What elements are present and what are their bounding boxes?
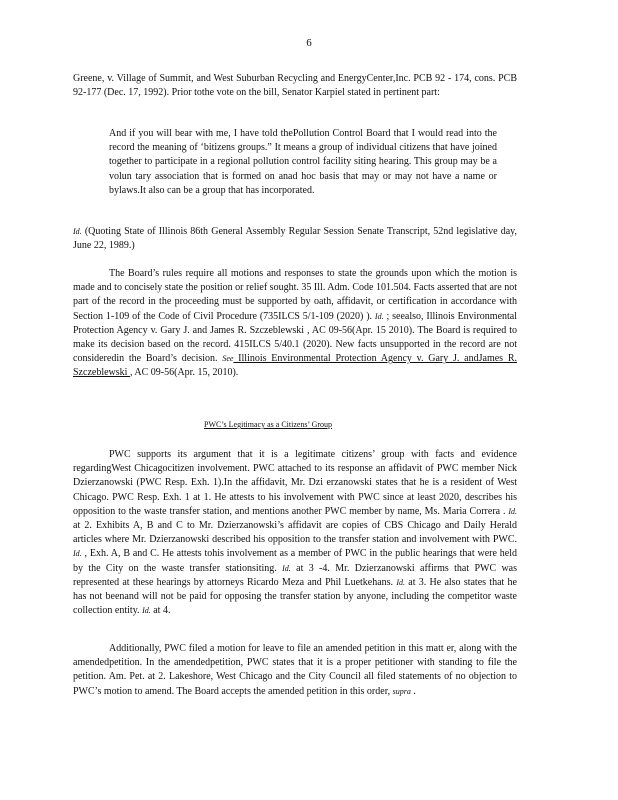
see-signal: See — [222, 354, 234, 364]
id-cite: Id. — [282, 563, 291, 573]
id-cite: Id. — [73, 549, 82, 559]
supra-signal: supra — [392, 686, 411, 696]
citation-paragraph: Id. (Quoting State of Illinois 86th General Assembly Regular Session Senate Transcript, 52nd legislative day, June 22, 1989.) — [73, 226, 517, 252]
amended-petition-paragraph: Additionally, PWC filed a motion for leave to file an amended petition in this matt er, along with the amendedpetition. In the amendedpetition, PWC states that it is a proper petitioner with standing to file the petition. Am. Pet. at 2. Lakeshore, West Chicago and the City Council all filed statements of no objection to PWC’s motion to amend. The Board accepts the amended petition in this order, supra . — [73, 643, 517, 697]
page-number: 6 — [306, 37, 312, 49]
id-cite: Id. — [508, 506, 517, 516]
section-heading: PWC’s Legitimacy as a Citizens’ Group — [204, 420, 333, 429]
block-quote: And if you will bear with me, I have told thePollution Control Board that I would read into the record the meaning of ‘bitizens groups.” It means a group of individual citizens that have joined together to participate in a regional pollution control facility siting hearing. This group may be a volun tary association that is formed on anad hoc basis that may or may not have a name or bylaws.It also can be a group that has incorporated. — [109, 128, 497, 196]
id-cite: Id. — [396, 577, 405, 587]
pwc-paragraph: PWC supports its argument that it is a legitimate citizens’ group with facts and evidence regardingWest Chicagocitizen involvement. PWC attached to its response an affidavit of PWC member Nick Dzierzanowski (PWC Resp. Exh. 1).In the affidavit, Mr. Dzi erzanowski states that he is a resident of West Chicago. PWC Resp. Exh. 1 at 1. He attests to his involvement with PWC since at least 2020, describes his opposition to the waste transfer station, and mentions another PWC member by name, Ms. Maria Correra . Id. at 2. Exhibits A, B and C to Mr. Dzierzanowski’s affidavit are copies of CBS Chicago and Daily Herald articles where Mr. Dzierzanowski described his opposition to the transfer station and involvement with PWC. Id. , Exh. A, B and C. He attests tohis involvement as a member of PWC in the public hearings that were held by the City on the waste transfer stationsiting. Id. at 3 -4. Mr. Dzierzanowski affirms that PWC was represented at these hearings by attorneys Ricardo Meza and Phil Luetkehans. Id. at 3. He also states that he has not beenand will not be paid for opposing the transfer station by anyone, including the competitor waste collection entity. Id. at 4. — [73, 449, 518, 617]
rules-paragraph: The Board’s rules require all motions and responses to state the grounds upon which the motion is made and to concisely state the position or relief sought. 35 Ill. Adm. Code 101.504. Facts asserted that are not part of the record in the proceeding must be supported by oath, affidavit, or certification in accordance with Section 1-109 of the Code of Civil Procedure (735ILCS 5/1-109 (2020) ). Id. ; seealso, Illinois Environmental Protection Agency v. Gary J. and James R. Szczeblewski , AC 09-56(Apr. 15 2010). The Board is required to make its decision based on the record. 415ILCS 5/40.1 (2020). New facts unsupported in the record are not consideredin the Board’s decision. See Illinois Environmental Protection Agency v. Gary J. andJames R. Szczeblewski , AC 09-56(Apr. 15, 2010). — [73, 268, 518, 379]
id-cite: Id. — [374, 311, 384, 321]
intro-paragraph: Greene, v. Village of Summit, and West Suburban Recycling and EnergyCenter,Inc. PCB 92 - 174, cons. PCB 92-177 (Dec. 17, 1992). Prior tothe vote on the bill, Senator Karpiel stated in pertinent part: — [73, 73, 517, 99]
id-cite: Id. — [142, 606, 151, 616]
case-name: Illinois Environmental Protection Agency v. Gary J. andJames R. Szczeblewski — [73, 353, 517, 379]
id-cite: Id. — [73, 227, 82, 236]
